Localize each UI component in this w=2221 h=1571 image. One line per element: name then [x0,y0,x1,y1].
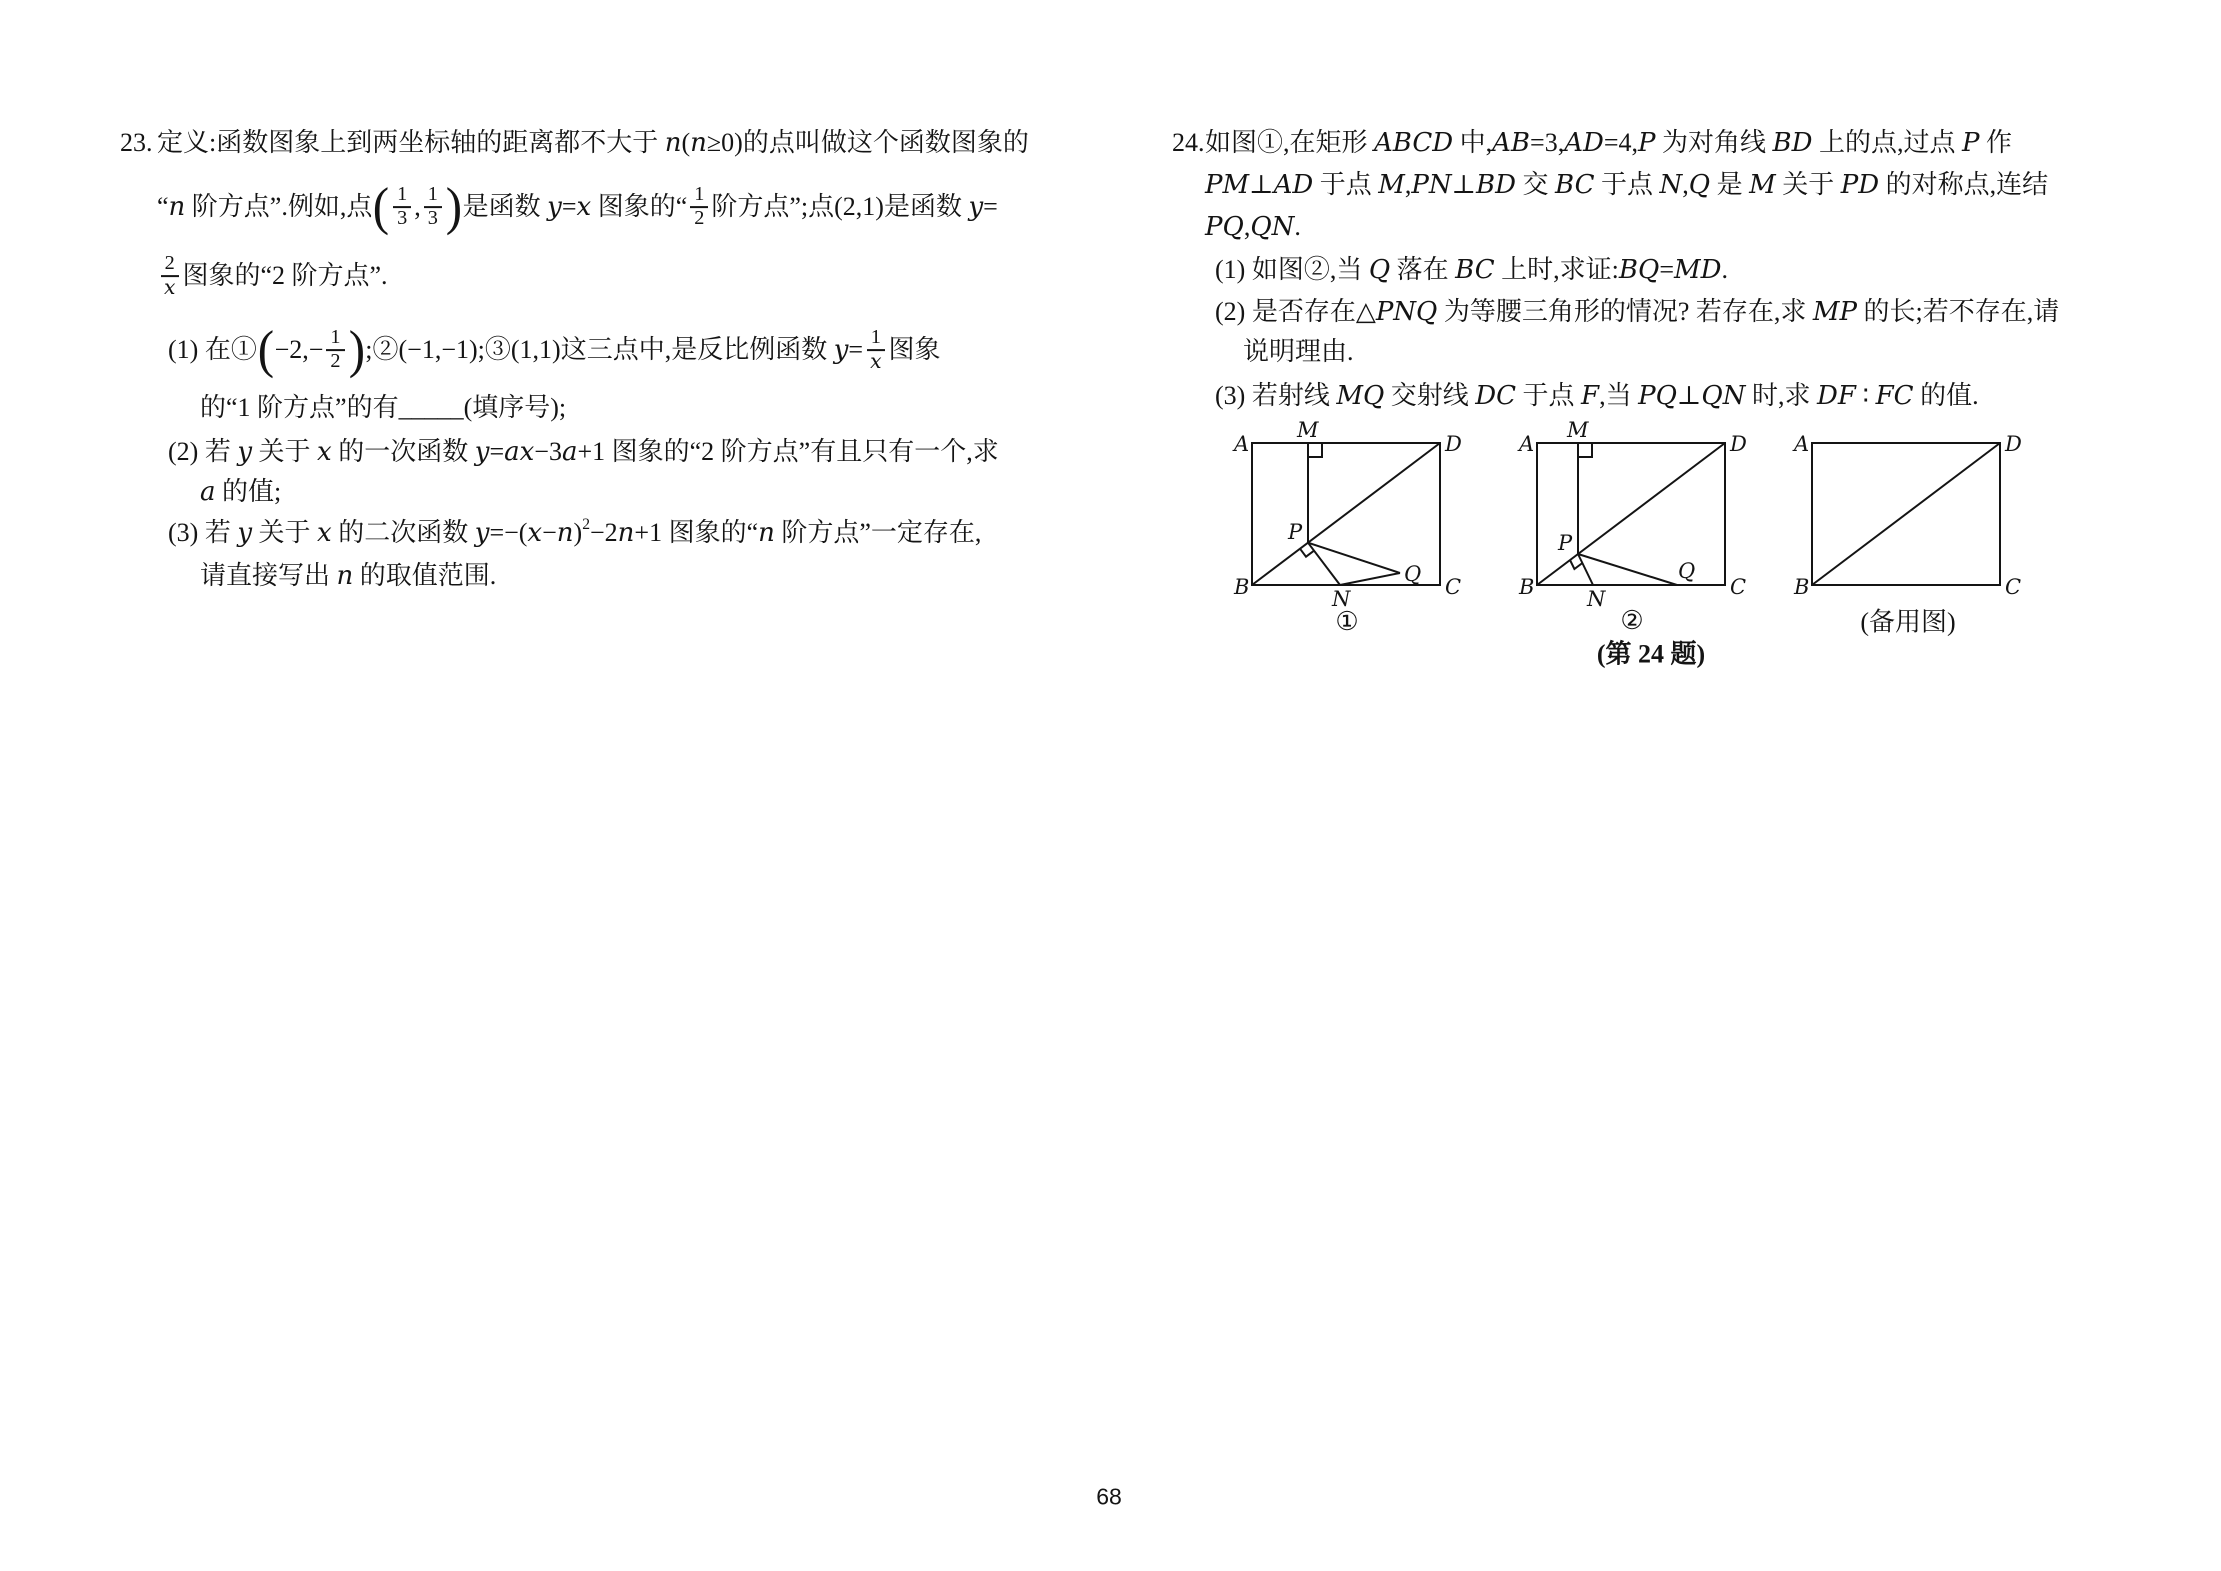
p23-line-2: “ n 阶方点”.例如,点 ( $\frac{1}{3}$ , $\frac{1}{3}$ ) 是函数 y = x 图象的“ $\frac{1}{2}$ 阶方点”;点(2,1)是函数 y = [157,177,998,237]
figure-3-diagram [1792,420,2032,620]
p23-line-3: $\frac{2}{x}$ 图象的“2 阶方点”. [157,253,388,299]
vertex-label-A: A [1794,432,1810,456]
figure-2-diagram [1517,420,1757,620]
p24-item-3: (3) 若射线 MQ 交射线 DC 于点 F ,当 PQ ⊥ QN 时,求 DF ∶ FC 的值. [1215,380,1979,411]
problem-23-number: 23. [120,127,153,157]
diagonal-BD [1537,443,1725,585]
p23-item-2-continued: a 的值; [200,476,282,507]
p23-line-1: 定义:函数图象上到两坐标轴的距离都不大于 n ( n ≥0)的点叫做这个函数图象的 [157,127,1029,158]
p23-item-3-continued: 请直接写出 n 的取值范围. [200,560,497,591]
point-label-N: N [1332,587,1351,611]
segment-NQ [1340,573,1400,585]
figure-3-caption: (备用图) [1860,607,1956,637]
p24-item-1: (1) 如图②,当 Q 落在 BC 上时,求证: BQ = MD . [1215,254,1728,285]
p24-line-1: 如图①,在矩形 ABCD 中, AB =3, AD =4, P 为对角线 BD 上的点,过点 P 作 [1205,127,2012,158]
point-label-P: P [1288,520,1303,544]
right-angle-mark-P [1300,549,1314,557]
figure-2-caption: ② [1620,606,1644,635]
vertex-label-B: B [1519,575,1535,599]
page-number: 68 [1096,1483,1122,1510]
p23-item-3: (3) 若 y 关于 x 的二次函数 y =−( x − n ) 2 −2 n +1 图象的“ n 阶方点”一定存在, [168,515,982,548]
point-label-P: P [1558,531,1573,555]
vertex-label-D: D [2005,432,2022,456]
segment-PN [1308,543,1340,585]
p24-item-2-continued: 说明理由. [1243,336,1354,366]
point-label-Q: Q [1678,559,1696,583]
vertex-label-B: B [1234,575,1250,599]
right-angle-mark-M [1578,443,1592,457]
segment-PQ [1308,543,1400,573]
diagonal-BD [1812,443,2000,585]
vertex-label-A: A [1234,432,1250,456]
point-label-M: M [1297,418,1319,442]
right-angle-mark-M [1308,443,1322,457]
segment-PQ [1578,554,1677,585]
point-label-N: N [1587,587,1606,611]
p23-item-1: (1) 在① ( −2,− $\frac{1}{2}$ ) ;②(−1,−1);③(1,1)这三点中,是反比例函数 y = $\frac{1}{x}$ 图象 [168,320,941,380]
point-label-Q: Q [1404,562,1422,586]
p24-line-3: PQ , QN . [1205,211,1301,242]
vertex-label-C: C [1445,575,1462,599]
vertex-label-B: B [1794,575,1810,599]
vertex-label-D: D [1445,432,1462,456]
vertex-label-D: D [1730,432,1747,456]
p24-item-2: (2) 是否存在△ PNQ 为等腰三角形的情况? 若存在,求 MP 的长;若不存在,请 [1215,296,2060,327]
figure-1-diagram [1232,420,1472,620]
p23-item-1-continued: 的“1 阶方点”的有 _____ (填序号); [200,392,567,422]
vertex-label-C: C [1730,575,1747,599]
figure-group-caption: (第 24 题) [1596,639,1706,669]
point-label-M: M [1567,418,1589,442]
p24-line-2: PM ⊥ AD 于点 M , PN ⊥ BD 交 BC 于点 N , Q 是 M 关于 PD 的对称点,连结 [1205,169,2049,200]
vertex-label-C: C [2005,575,2022,599]
problem-24-number: 24. [1172,127,1205,157]
p23-item-2: (2) 若 y 关于 x 的一次函数 y = ax −3 a +1 图象的“2 阶方点”有且只有一个,求 [168,436,999,467]
vertex-label-A: A [1519,432,1535,456]
figure-1-caption: ① [1335,607,1359,636]
